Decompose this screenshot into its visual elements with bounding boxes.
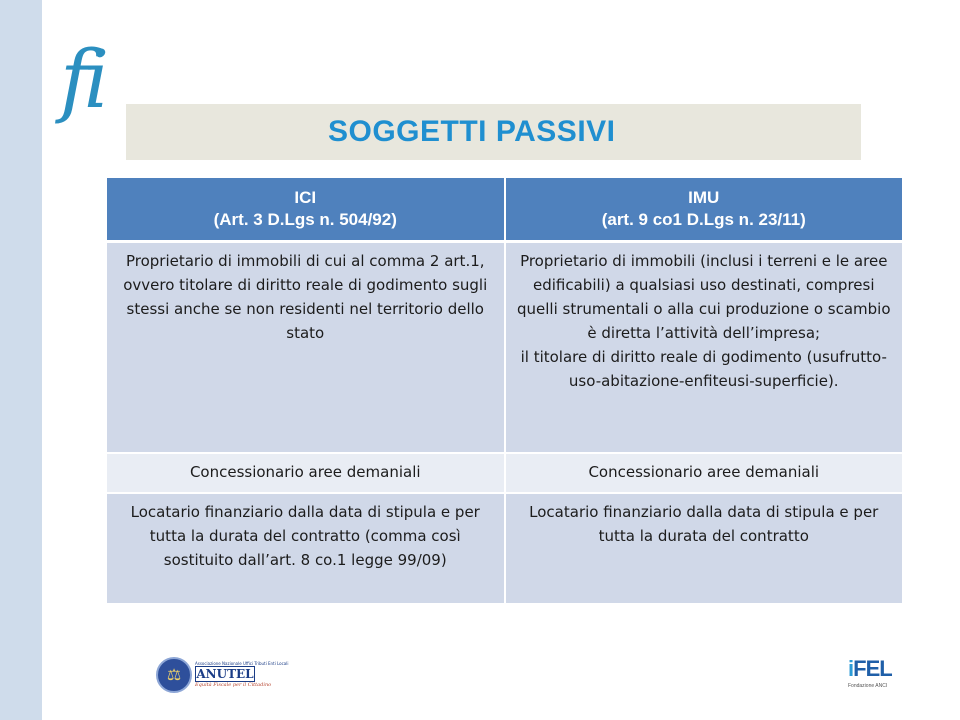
left-accent-bar [0, 0, 42, 720]
header-imu-title: IMU [688, 188, 720, 207]
header-ici [107, 178, 505, 242]
cell-text: Concessionario aree demaniali [189, 463, 421, 481]
cell-imu-concessionario [505, 453, 903, 493]
cell-text: Locatario finanziario dalla data di stipula e per tutta la durata del contratto (comma così sostituito dall’art. 8 co.1 legge 99/09) [130, 503, 480, 569]
ifel-subtitle: Fondazione ANCI [848, 683, 888, 689]
table-row [107, 242, 902, 454]
cell-ici-concessionario [107, 453, 505, 493]
fi-logo: fi [60, 33, 104, 126]
anutel-wordmark [195, 661, 289, 689]
anutel-header: Associazione Nazionale Uffici Tributi Enti Locali [195, 661, 289, 666]
cell-ici-proprietario [107, 242, 505, 454]
cell-text: Proprietario di immobili di cui al comma 2 art.1, ovvero titolare di diritto reale di godimento sugli stessi anche se non residenti nel territorio dello stato [123, 252, 488, 342]
cell-text: Locatario finanziario dalla data di stipula e per tutta la durata del contratto [529, 503, 879, 545]
cell-text: Proprietario di immobili (inclusi i terreni e le aree edificabili) a qualsiasi uso destinati, compresi quelli strumentali o alla cui produzione o scambio è diretta l’attività dell’impresa; [516, 252, 891, 342]
cell-ici-locatario [107, 493, 505, 603]
header-ici-title: ICI [294, 188, 317, 207]
ifel-wordmark [848, 655, 890, 683]
anutel-name: ANUTEL [196, 667, 254, 681]
table-header-row [107, 178, 902, 242]
table-row [107, 493, 902, 603]
header-ici-reference: (Art. 3 D.Lgs n. 504/92) [213, 210, 397, 229]
cell-imu-proprietario [505, 242, 903, 454]
ifel-i: i [848, 656, 854, 681]
ifel-logo [848, 655, 890, 697]
scales-icon: ⚖ [156, 657, 192, 693]
page-title: SOGGETTI PASSIVI [328, 115, 616, 148]
cell-text-continued: il titolare di diritto reale di godimento (usufrutto-uso-abitazione-enfiteusi-superficie). [520, 348, 887, 390]
cell-imu-locatario [505, 493, 903, 603]
header-imu-reference: (art. 9 co1 D.Lgs n. 23/11) [601, 210, 806, 229]
anutel-motto: Equità Fiscale per il Cittadino [195, 682, 272, 688]
table-row [107, 453, 902, 493]
header-imu [505, 178, 903, 242]
title-banner [126, 104, 861, 160]
anutel-logo [156, 654, 289, 696]
cell-text: Concessionario aree demaniali [588, 463, 820, 481]
ifel-rest: FEL [853, 656, 892, 681]
comparison-table [107, 178, 902, 603]
